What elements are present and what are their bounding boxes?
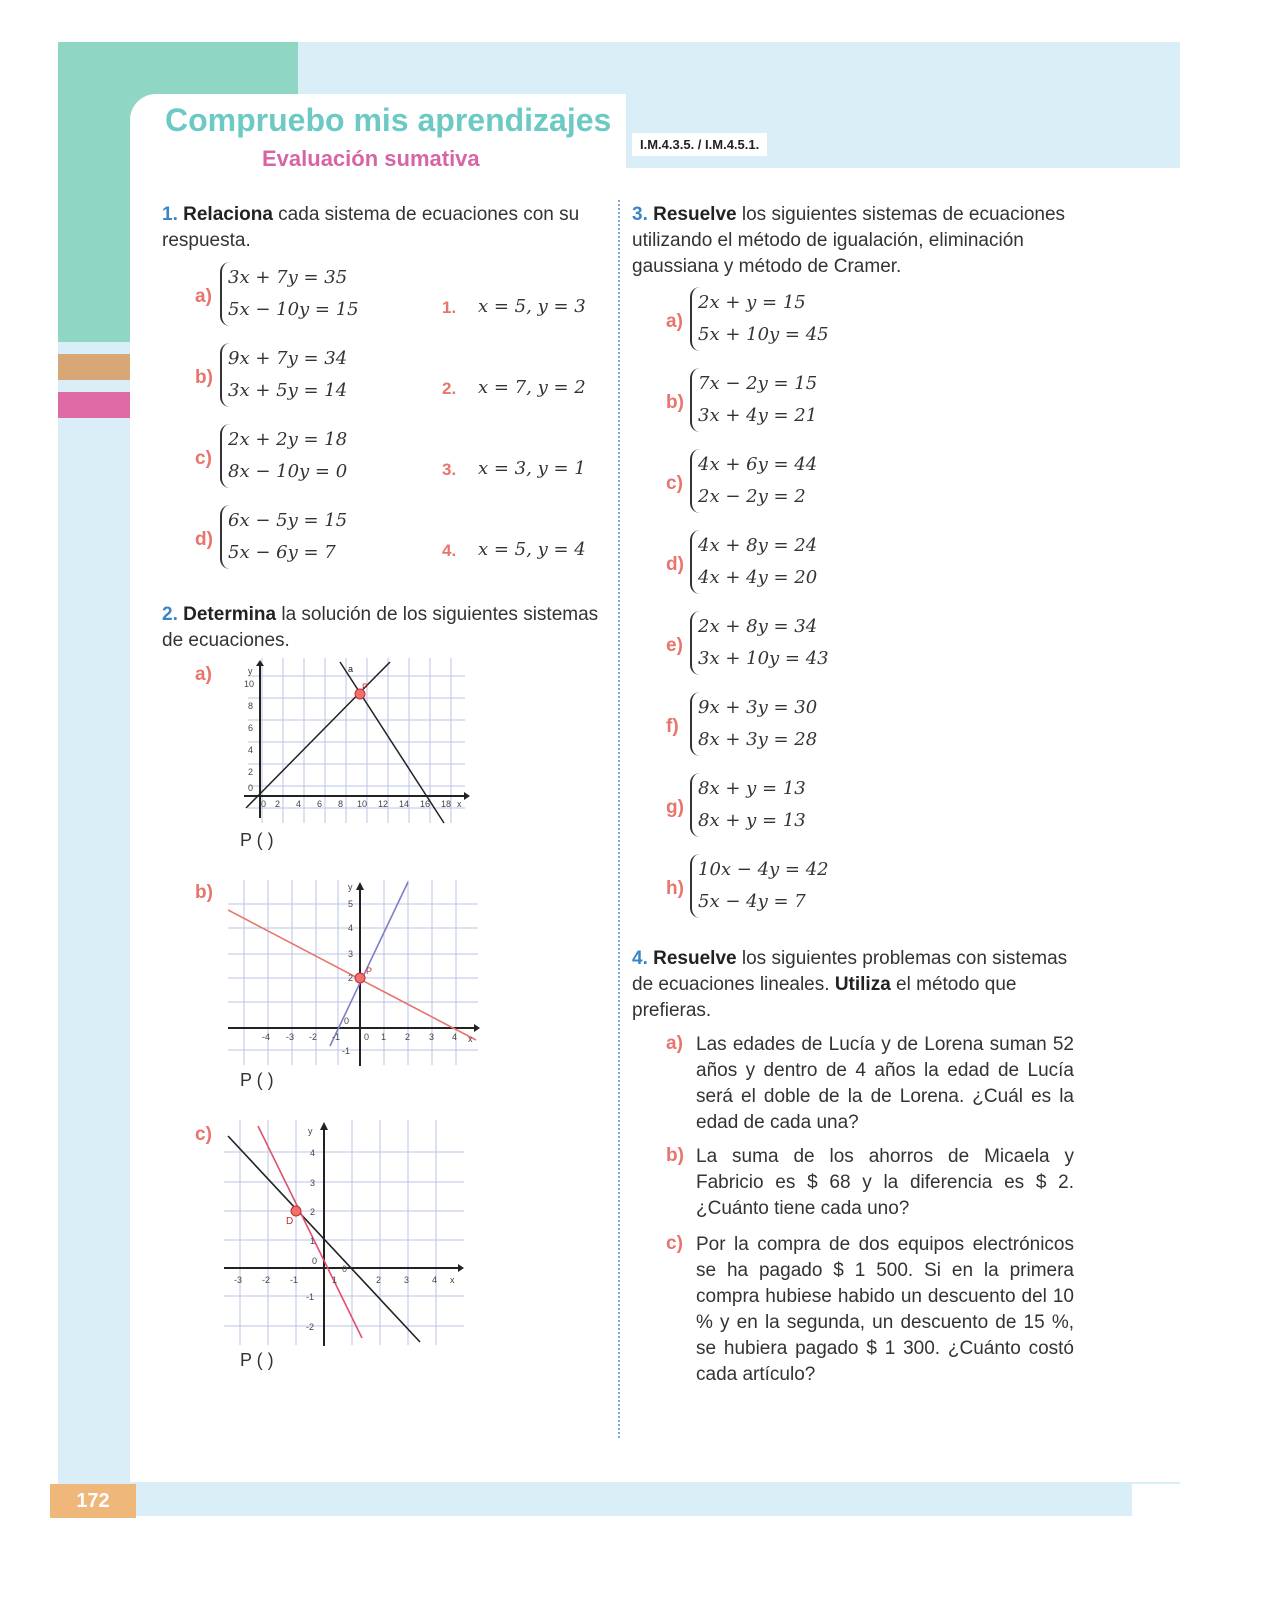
- tick-label: 6: [248, 723, 254, 733]
- item-label: h): [666, 878, 684, 899]
- item-label: a): [666, 311, 683, 332]
- equation: 3x + 5y = 14: [228, 380, 348, 401]
- page-number: 172: [50, 1484, 136, 1518]
- tick-label: 0: [248, 783, 254, 793]
- item-label: a): [195, 664, 212, 685]
- tick-label: -1: [342, 1046, 351, 1056]
- answer-value: x = 5, y = 3: [478, 296, 586, 317]
- item-label: a): [666, 1033, 683, 1054]
- item-label: b): [666, 392, 684, 413]
- tick-label: 16: [420, 799, 431, 809]
- tick-label: 3: [310, 1178, 316, 1188]
- item-label: g): [666, 797, 684, 818]
- tick-label: -3: [234, 1275, 243, 1285]
- item-label: c): [666, 1233, 683, 1254]
- bottom-band: [132, 1484, 1132, 1516]
- question-text: cada sistema de ecuaciones con su respuesta.: [162, 204, 580, 251]
- tick-label: 8: [248, 701, 254, 711]
- graph-b: [228, 880, 482, 1070]
- tick-label: 4: [310, 1148, 316, 1158]
- answer-value: x = 3, y = 1: [478, 458, 586, 479]
- equation-system: [220, 424, 347, 488]
- question-3: [632, 202, 1072, 280]
- y-axis-arrow: [356, 882, 364, 890]
- answer-number: 3.: [442, 460, 457, 479]
- equation: 10x − 4y = 42: [698, 859, 829, 880]
- tick-label: 4: [248, 745, 254, 755]
- item-label: e): [666, 635, 683, 656]
- tick-label: 5: [348, 899, 354, 909]
- item-label: b): [666, 1145, 684, 1166]
- problem-text: Por la compra de dos equipos electrónicos se ha pagado $ 1 500. Si en la primera compra hubiese habido un descuento del 10 % y en la segunda, un descuento de 15 %, se hubiera pagado $ 1 300. ¿Cuánto costó cada artículo?: [696, 1234, 1074, 1385]
- tick-label: 0: [344, 1016, 350, 1026]
- tick-label: 18: [441, 799, 452, 809]
- tick-label: 2: [248, 767, 254, 777]
- answer-number: 4.: [442, 541, 457, 560]
- point-answer-blank: P ( ): [240, 1070, 274, 1090]
- question-verb: Resuelve: [653, 948, 737, 969]
- equation-system: [690, 368, 817, 432]
- tick-label: 4: [452, 1032, 458, 1042]
- equation: 9x + 7y = 34: [228, 348, 348, 369]
- equation: 9x + 3y = 30: [698, 697, 818, 718]
- equation: 2x + 2y = 18: [228, 429, 348, 450]
- tick-label: -2: [306, 1322, 315, 1332]
- item-label: f): [666, 716, 679, 737]
- equation: 5x − 6y = 7: [228, 542, 336, 563]
- equation-system: [690, 692, 817, 756]
- column-divider: [618, 200, 620, 1438]
- equation: 3x + 10y = 43: [698, 648, 829, 669]
- tick-label: 4: [296, 799, 302, 809]
- item-label: c): [195, 1124, 212, 1145]
- equation-system: [220, 343, 347, 407]
- item-label: c): [195, 448, 212, 469]
- equation-system: [220, 262, 359, 326]
- item-label: b): [195, 882, 213, 903]
- tick-label: 10: [357, 799, 368, 809]
- answer-number: 1.: [442, 298, 457, 317]
- question-text: la solución de los siguientes sistemas de ecuaciones.: [162, 604, 599, 651]
- question-number: 2.: [162, 604, 178, 625]
- question-1: [162, 202, 602, 254]
- question-verb: Resuelve: [653, 204, 737, 225]
- point-answer-blank: P ( ): [240, 1350, 274, 1370]
- equation: 3x + 7y = 35: [228, 267, 348, 288]
- tick-label: 14: [399, 799, 410, 809]
- equation: 4x + 6y = 44: [698, 454, 818, 475]
- equation-system: [690, 773, 806, 837]
- tick-label: 2: [405, 1032, 411, 1042]
- x-axis-arrow: [464, 792, 470, 800]
- item-label: d): [666, 554, 684, 575]
- y-axis-arrow: [256, 660, 264, 666]
- tick-label: 6: [317, 799, 323, 809]
- item-label: d): [195, 529, 213, 550]
- question-number: 3.: [632, 204, 648, 225]
- intersection-point: [291, 1206, 301, 1216]
- tick-label: 4: [432, 1275, 438, 1285]
- page-subtitle: Evaluación sumativa: [262, 146, 480, 171]
- point-answer-blank: P ( ): [240, 830, 274, 850]
- tick-label: -3: [286, 1032, 295, 1042]
- question-2: [162, 602, 602, 654]
- y-axis-arrow: [320, 1122, 328, 1130]
- item-label: b): [195, 367, 213, 388]
- tick-label: y: [348, 882, 353, 892]
- question-verb-2: Utiliza: [834, 974, 891, 995]
- tick-label: x: [468, 1034, 473, 1044]
- equation-system: [220, 505, 347, 569]
- tick-label: 2: [310, 1207, 316, 1217]
- tick-label: 1: [310, 1236, 316, 1246]
- question-text-2: el método que prefieras.: [632, 974, 1017, 1021]
- equation-system: [690, 287, 829, 351]
- tick-label: 3: [404, 1275, 410, 1285]
- equation: 6x − 5y = 15: [228, 510, 348, 531]
- equation: 4x + 4y = 20: [698, 567, 818, 588]
- equation-system: [690, 530, 817, 594]
- tick-label: 2: [275, 799, 281, 809]
- equation: 5x + 10y = 45: [698, 324, 829, 345]
- equation: 8x + 3y = 28: [698, 729, 818, 750]
- equation: 8x + y = 13: [698, 778, 806, 799]
- question-verb: Determina: [183, 604, 277, 625]
- equation: 5x − 4y = 7: [698, 891, 806, 912]
- tick-label: -2: [262, 1275, 271, 1285]
- tan-tab: [58, 354, 132, 380]
- question-4: [632, 946, 1072, 1024]
- tick-label: 8: [338, 799, 344, 809]
- answer-number: 2.: [442, 379, 457, 398]
- question-text: los siguientes sistemas de ecuaciones utilizando el método de igualación, eliminación gaussiana y método de Cramer.: [632, 204, 1066, 277]
- item-label: c): [666, 473, 683, 494]
- equation: 4x + 8y = 24: [698, 535, 818, 556]
- equation: 2x + y = 15: [698, 292, 806, 313]
- question-text: los siguientes problemas con sistemas de ecuaciones lineales.: [632, 948, 1068, 995]
- x-axis-arrow: [458, 1264, 464, 1272]
- point-label: D: [286, 1216, 294, 1227]
- tick-label: 3: [429, 1032, 435, 1042]
- x-axis-arrow: [474, 1024, 480, 1032]
- problem-text: Las edades de Lucía y de Lorena suman 52 años y dentro de 4 años la edad de Lucía será el doble de la de Lorena. ¿Cuál es la edad de cada una?: [696, 1034, 1074, 1133]
- question-number: 4.: [632, 948, 648, 969]
- tick-label: y: [248, 666, 253, 676]
- answer-value: x = 5, y = 4: [478, 539, 586, 560]
- intersection-point: [355, 973, 365, 983]
- left-margin-band: [58, 342, 132, 1484]
- tick-label: 3: [348, 949, 354, 959]
- tick-label: 2: [348, 973, 354, 983]
- equation: 2x − 2y = 2: [698, 486, 806, 507]
- question-number: 1.: [162, 204, 178, 225]
- equation: 5x − 10y = 15: [228, 299, 359, 320]
- tick-label: 0: [364, 1032, 370, 1042]
- tick-label: -2: [309, 1032, 318, 1042]
- graph-c: [224, 1120, 468, 1350]
- line-tag: a: [348, 664, 354, 674]
- pink-tab: [58, 392, 132, 418]
- problem-text: La suma de los ahorros de Micaela y Fabricio es $ 68 y la diferencia es $ 2. ¿Cuánto tiene cada uno?: [696, 1146, 1074, 1219]
- tick-label: 1: [332, 1275, 338, 1285]
- equation: 8x + y = 13: [698, 810, 806, 831]
- tick-label: 12: [378, 799, 389, 809]
- tick-label: -1: [332, 1032, 341, 1042]
- tick-label: -4: [262, 1032, 271, 1042]
- equation: 8x − 10y = 0: [228, 461, 348, 482]
- curriculum-code: I.M.4.3.5. / I.M.4.5.1.: [632, 133, 767, 156]
- equation: 2x + 8y = 34: [698, 616, 818, 637]
- equation-system: [690, 449, 817, 513]
- tick-label: 0: [261, 799, 267, 809]
- equation: 7x − 2y = 15: [698, 373, 818, 394]
- page-title: Compruebo mis aprendizajes: [165, 102, 612, 138]
- tick-label: 0: [342, 1264, 348, 1274]
- tick-label: -1: [290, 1275, 299, 1285]
- tick-label: x: [450, 1275, 455, 1285]
- tick-label: x: [457, 799, 462, 809]
- tick-label: 4: [348, 923, 354, 933]
- point-label: P: [362, 682, 369, 692]
- question-verb: Relaciona: [183, 204, 273, 225]
- tick-label: -1: [306, 1292, 315, 1302]
- graph-a: [230, 658, 470, 828]
- tick-label: 10: [244, 679, 255, 689]
- item-label: a): [195, 286, 212, 307]
- tick-label: 2: [376, 1275, 382, 1285]
- tick-label: 1: [381, 1032, 387, 1042]
- answer-value: x = 7, y = 2: [478, 377, 586, 398]
- equation-system: [690, 611, 829, 675]
- equation: 3x + 4y = 21: [698, 405, 818, 426]
- tick-label: y: [308, 1126, 313, 1136]
- tick-label: 0: [312, 1256, 318, 1266]
- point-label: P: [366, 966, 373, 976]
- equation-system: [690, 854, 829, 918]
- line-blue: [330, 882, 411, 1046]
